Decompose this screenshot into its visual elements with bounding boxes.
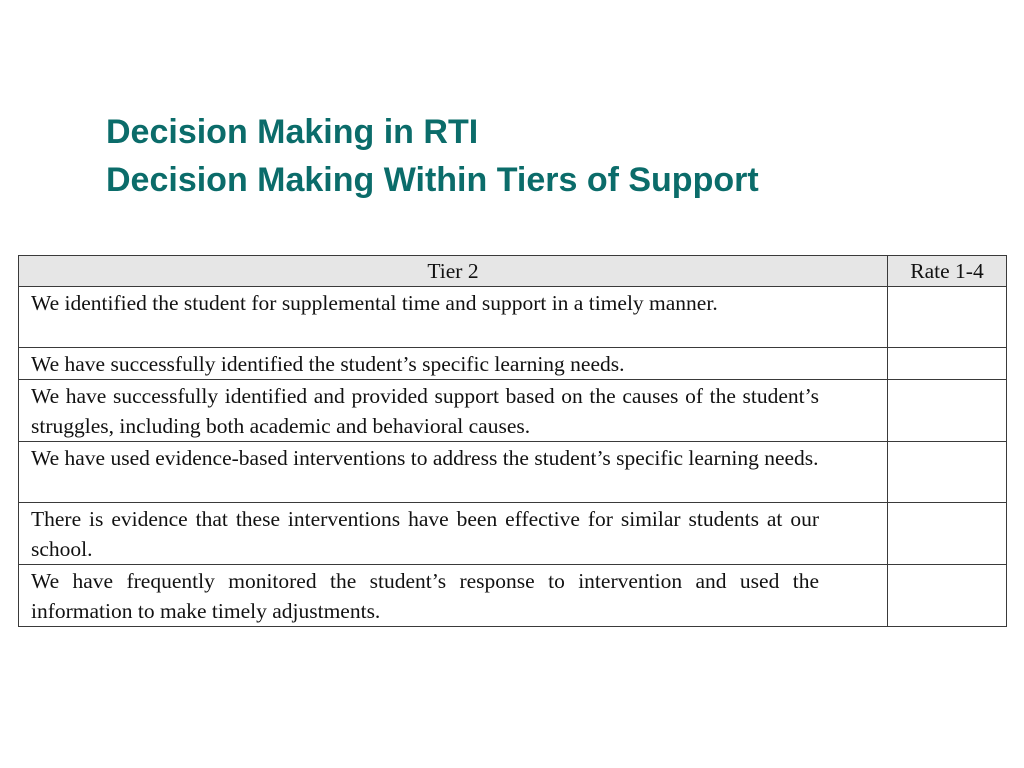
criterion-cell: We have successfully identified and provided support based on the causes of the student’s struggles, including both academic and behavioral causes. [19,380,888,442]
rating-cell[interactable] [888,348,1007,380]
table-row [19,380,1007,442]
criterion-cell: We have successfully identified the student’s specific learning needs. [19,348,888,380]
rating-cell[interactable] [888,380,1007,442]
tier-2-rating-table [18,255,1007,627]
table-header-row [19,256,1007,287]
criterion-cell: We have used evidence-based interventions to address the student’s specific learning needs. [19,442,888,503]
title-line-2: Decision Making Within Tiers of Support [106,161,759,199]
criterion-cell: We have frequently monitored the student’s response to intervention and used the information to make timely adjustments. [19,565,888,627]
table-row [19,442,1007,503]
table-row [19,348,1007,380]
rating-cell[interactable] [888,287,1007,348]
rating-cell[interactable] [888,503,1007,565]
table-row [19,565,1007,627]
table-row [19,287,1007,348]
table-row [19,503,1007,565]
title-line-1: Decision Making in RTI [106,113,479,151]
header-rate: Rate 1-4 [888,256,1007,287]
slide-title [106,108,759,204]
rating-cell[interactable] [888,442,1007,503]
criterion-cell: There is evidence that these interventions have been effective for similar students at our school. [19,503,888,565]
rating-cell[interactable] [888,565,1007,627]
header-tier: Tier 2 [19,256,888,287]
criterion-cell: We identified the student for supplemental time and support in a timely manner. [19,287,888,348]
